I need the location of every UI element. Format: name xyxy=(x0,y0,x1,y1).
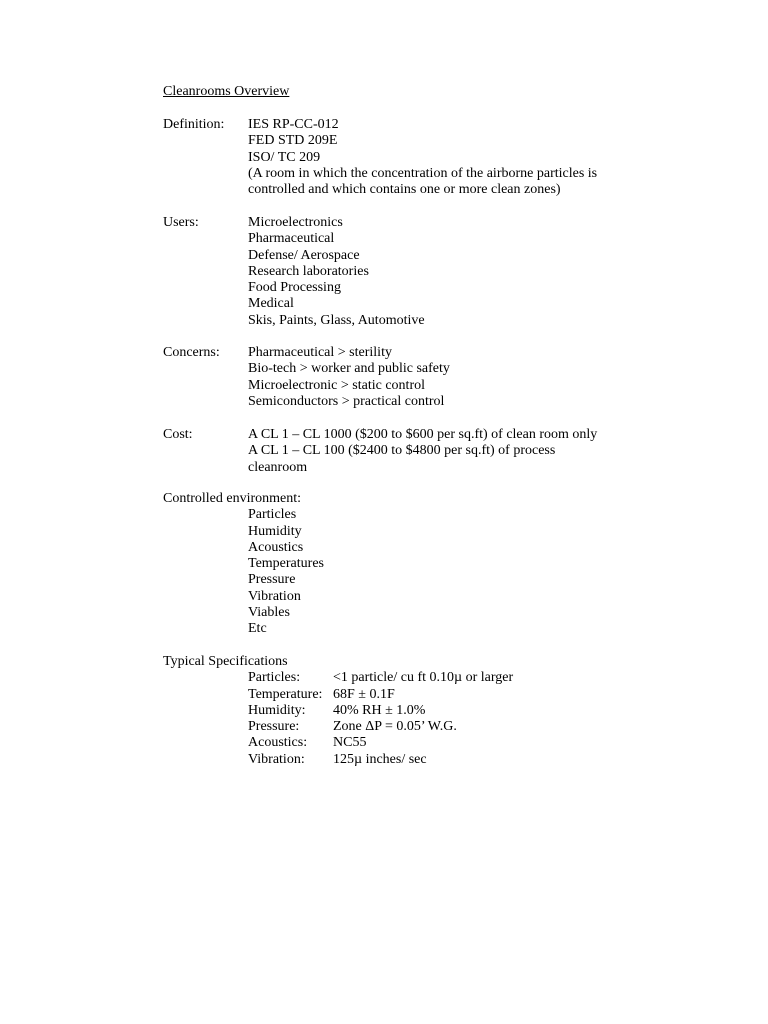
spec-name: Acoustics: xyxy=(248,735,308,751)
spec-value: 125µ inches/ sec xyxy=(333,751,427,767)
spec-value: <1 particle/ cu ft 0.10µ or larger xyxy=(333,670,514,686)
spec-name: Vibration: xyxy=(248,751,305,767)
spec-name: Particles: xyxy=(248,670,301,686)
users-lines xyxy=(248,215,618,329)
users-line: Medical xyxy=(248,296,294,312)
controlled-environment-line: Humidity xyxy=(248,523,302,539)
spec-row xyxy=(248,735,618,751)
spec-row xyxy=(248,703,618,719)
spec-value: 40% RH ± 1.0% xyxy=(333,702,426,718)
spec-row xyxy=(248,719,618,735)
users-line: Microelectronics xyxy=(248,215,343,230)
cost-line: A CL 1 – CL 100 ($2400 to $4800 per sq.ft) of process xyxy=(248,443,556,459)
users-line: Pharmaceutical xyxy=(248,231,335,247)
concerns-lines xyxy=(248,345,618,410)
spec-row xyxy=(248,670,618,686)
controlled-environment-line: Pressure xyxy=(248,572,296,588)
cost-line: A CL 1 – CL 1000 ($200 to $600 per sq.ft) of clean room only xyxy=(248,427,598,442)
spec-value: NC55 xyxy=(333,735,367,751)
users-line: Food Processing xyxy=(248,280,341,296)
concerns-line: Microelectronic > static control xyxy=(248,377,425,393)
controlled-environment-line: Etc xyxy=(248,621,267,637)
controlled-environment-line: Particles xyxy=(248,507,297,523)
spec-name: Humidity: xyxy=(248,702,306,718)
spec-name: Pressure: xyxy=(248,719,300,735)
concerns-label: Concerns: xyxy=(163,345,220,360)
controlled-environment-line: Temperatures xyxy=(248,556,324,572)
definition-line: controlled and which contains one or more clean zones) xyxy=(248,182,561,198)
cost-label: Cost: xyxy=(163,427,193,442)
concerns-line: Semiconductors > practical control xyxy=(248,393,445,409)
page-title: Cleanrooms Overview xyxy=(163,84,290,99)
definition-lines xyxy=(248,117,618,198)
users-label: Users: xyxy=(163,215,199,230)
definition-line: (A room in which the concentration of the airborne particles is xyxy=(248,165,598,181)
controlled-environment-label: Controlled environment: xyxy=(163,491,302,506)
users-line: Skis, Paints, Glass, Automotive xyxy=(248,312,425,328)
spec-row xyxy=(248,752,618,768)
users-line: Defense/ Aerospace xyxy=(248,247,360,263)
definition-line: FED STD 209E xyxy=(248,133,338,149)
cost-line: cleanroom xyxy=(248,459,308,475)
controlled-environment-lines xyxy=(248,507,618,637)
controlled-environment-line: Acoustics xyxy=(248,539,304,555)
definition-line: ISO/ TC 209 xyxy=(248,149,321,165)
cost-lines xyxy=(248,427,618,476)
users-line: Research laboratories xyxy=(248,263,369,279)
spec-value: Zone ΔP = 0.05’ W.G. xyxy=(333,719,457,735)
concerns-line: Bio-tech > worker and public safety xyxy=(248,361,450,377)
controlled-environment-line: Viables xyxy=(248,605,290,621)
concerns-line: Pharmaceutical > sterility xyxy=(248,345,392,360)
definition-line: IES RP-CC-012 xyxy=(248,117,339,132)
spec-row xyxy=(248,687,618,703)
typical-specifications-label: Typical Specifications xyxy=(163,654,288,669)
typical-specifications-table xyxy=(248,670,618,768)
spec-value: 68F ± 0.1F xyxy=(333,686,395,702)
spec-name: Temperature: xyxy=(248,686,323,702)
controlled-environment-line: Vibration xyxy=(248,588,301,604)
definition-label: Definition: xyxy=(163,117,225,132)
